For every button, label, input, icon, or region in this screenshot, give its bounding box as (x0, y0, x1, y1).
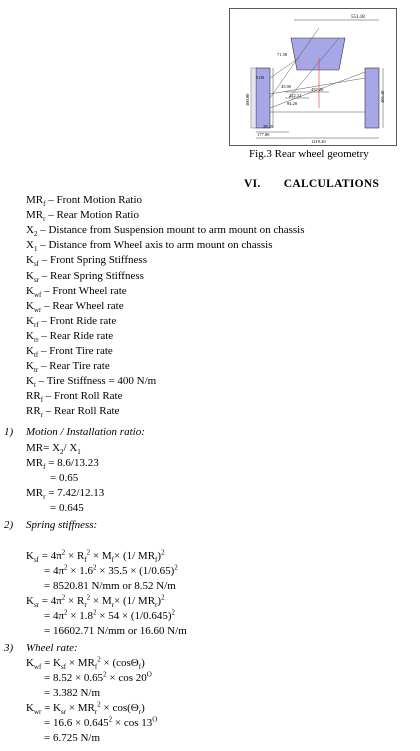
definition-item: $X_2$ – Distance from Suspension mount to arm mount on chassis (26, 224, 305, 239)
dim-left-top: 71.58 (277, 52, 288, 57)
step-2-title: Spring stiffness: (26, 519, 98, 531)
rear-spring-result: = 16602.71 N/mm or 16.60 N/m (44, 625, 187, 637)
definition-item: $K_t$ – Tire Stiffness = 400 N/m (26, 375, 157, 390)
dim-side: 300.00 (245, 93, 250, 106)
rear-spring-substitution: = $4\pi^2 \times 1.8^2 \times 54 \times (1/0.645)^2$ (44, 608, 176, 622)
definition-item: $K_{rf}$ – Front Ride rate (26, 314, 117, 329)
dim-h7: 177.80 (257, 132, 270, 137)
rear-wheel-rate-result: = 6.725 N/m (44, 732, 101, 744)
dim-h6: 28.20 (263, 124, 274, 129)
step-3-number: 3) (4, 642, 14, 654)
front-spring-formula: $K_{sf} = 4\pi^2 \times R_f^2 \times M_f\times (1/$ $MR_f)^2$ (26, 548, 165, 565)
motion-ratio-formula: $MR= X_2/$ $X_1$ (26, 442, 81, 457)
dim-h4: 222.12 (289, 93, 302, 98)
definition-item: $K_{sf}$ – Front Spring Stiffness (26, 254, 147, 269)
definition-item: $RR_r$ – Rear Roll Rate (26, 405, 120, 420)
front-wheel-rate-formula: $K_{wf} = K_{sf} \times MR_f^2 \times (\cos\Theta_f)$ (26, 655, 145, 672)
definition-item: $K_{wf}$ – Front Wheel rate (26, 284, 127, 299)
front-spring-result: = 8520.81 N/mm or 8.52 N/m (44, 580, 176, 592)
definition-item: $X_1$ – Distance from Wheel axis to arm mount on chassis (26, 239, 273, 254)
step-1-number: 1) (4, 426, 14, 438)
definition-item: $K_{tr}$ – Rear Tire rate (26, 360, 110, 375)
definition-item: $K_{tf}$ – Front Tire rate (26, 345, 113, 360)
definition-item: $K_{wr}$ – Rear Wheel rate (26, 299, 124, 314)
definition-item: $K_{rr}$ – Rear Ride rate (26, 329, 114, 345)
dim-bottom: 1219.20 (311, 139, 326, 144)
dim-top: 551.18 (351, 15, 365, 20)
rear-motion-ratio: $MR_r = 7.42/12.13$ (26, 487, 105, 502)
section-number: VI. (244, 178, 261, 190)
dim-right: 406.40 (380, 90, 385, 103)
step-2-number: 2) (4, 519, 14, 531)
front-motion-ratio-result: = 0.65 (50, 472, 79, 484)
step-1-title: Motion / Installation ratio: (26, 426, 145, 438)
rear-wheel-geometry-drawing (229, 8, 397, 146)
rear-wheel-rate-formula: $K_{wr} = K_{sr} \times MR_r^2 \times \cos(\Theta_r)$ (26, 700, 145, 717)
figure-caption: Fig.3 Rear wheel geometry (249, 148, 369, 160)
dim-h5: 84.20 (287, 101, 298, 106)
front-wheel-rate-result: = 3.382 N/m (44, 687, 101, 699)
definition-item: $MR_r$ – Rear Motion Ratio (26, 209, 139, 224)
step-3-title: Wheel rate: (26, 642, 78, 654)
dim-h3: 457.20 (311, 87, 324, 92)
definition-item: $MR_f$ – Front Motion Ratio (26, 194, 143, 209)
section-title: CALCULATIONS (283, 178, 380, 190)
rear-motion-ratio-result: = 0.645 (50, 502, 84, 514)
section-heading (244, 178, 379, 190)
definition-item: $RR_f$ – Front Roll Rate (26, 390, 123, 405)
rear-wheel-rate-substitution: = $16.6 \times 0.645^2 \times \cos 13^O$ (44, 715, 158, 729)
rear-wheel-geometry-figure (229, 8, 397, 146)
rear-spring-formula: $K_{sr} = 4\pi^2 \times R_r^2 \times M_r\times (1/$ $MR_r)^2$ (26, 593, 165, 610)
front-motion-ratio: $MR_f = 8.6/13.23$ (26, 457, 99, 472)
front-wheel-rate-substitution: = $8.52 \times 0.65^2 \times \cos 20^O$ (44, 670, 152, 684)
dim-h1: 5.00 (256, 75, 264, 80)
front-spring-substitution: = $4\pi^2 \times 1.6^2 \times 35.5 \times (1/0.65)^2$ (44, 563, 178, 577)
dim-h2: 45.00 (281, 84, 292, 89)
definition-item: $K_{sr}$ – Rear Spring Stiffness (26, 269, 144, 284)
